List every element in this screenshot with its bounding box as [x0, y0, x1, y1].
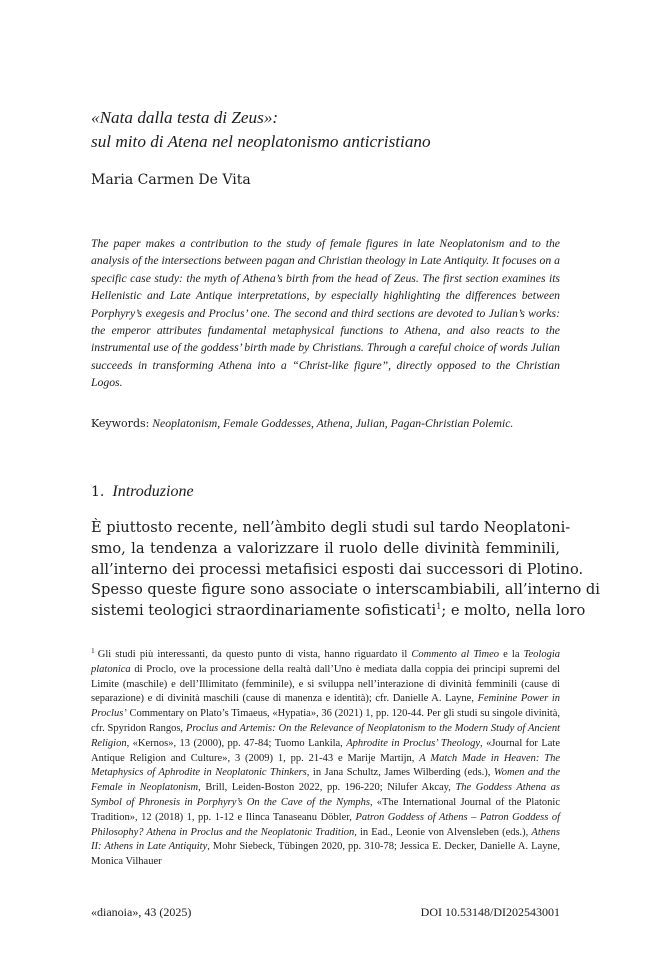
title-line-2: sul mito di Atena nel neoplatonismo anticristiano	[91, 132, 431, 151]
author-name: Maria Carmen De Vita	[91, 172, 251, 188]
body-line: Spesso queste figure sono associate o interscambiabili, all’interno di	[91, 581, 600, 599]
abstract: The paper makes a contribution to the study of female figures in late Neoplatonism and to the analysis of the intersections between pagan and Christian theology in Late Antiquity. It focuses on a specific case study: the myth of Athena’s birth from the head of Zeus. The first section examines its Hellenistic and Late Antique interpretations, by especially highlighting the differences between Porphyry’s exegesis and Proclus’ one. The second and third sections are devoted to Julian’s works: the emperor attributes fundamental metaphysical functions to Athena, and also reacts to the instrumental use of the goddess’ birth made by Christians. Through a careful choice of words Julian succeeds in transforming Athena into a “Christ-like figure”, directly opposed to the Christian Logos.	[91, 237, 560, 390]
footnote-reference[interactable]: 1	[436, 602, 442, 612]
footnote-mark: 1	[91, 645, 95, 655]
footnote-text-segment: , «Journal for Late Antique Religion and Culture», 3 (2009) 1, pp. 21-43 e Marije Martijn,	[91, 737, 560, 764]
body-line: È piuttosto recente, nell’àmbito degli studi sul tardo Neoplatoni-	[91, 519, 571, 536]
footnote-text-segment: , in Ead., Leonie von Alvensleben (eds.),	[354, 826, 532, 838]
section-number: 1.	[91, 484, 105, 500]
footer-doi: DOI 10.53148/DI202543001	[420, 905, 560, 919]
body-line-with-footnote	[91, 601, 586, 622]
footnote-title-segment: Aphrodite in Proclus’ Theology	[346, 737, 481, 749]
body-line: all’interno dei processi metafisici esposti dai successori di Plotino.	[91, 560, 584, 578]
footnote-text-segment: , Mohr Siebeck, Tübingen 2020, pp. 310-78; Jessica E. Decker, Danielle A. Layne, Monica Vilhauer	[91, 841, 560, 868]
footnote-title-segment: Teologia platonica	[91, 649, 560, 675]
footnote-text-segment: , «The International Journal of the Platonic Tradition», 12 (2018) 1, pp. 1-12 e Ilinca Tanaseanu Döbler,	[91, 796, 560, 823]
footnote-title-segment: Patron Goddess of Athens – Patron Goddess of Philosophy? Athena in Proclus and the Neoplatonic Tradition	[91, 811, 561, 838]
footnote-title-segment: Proclus and Artemis: On the Relevance of Neoplatonism to the Modern Study of Ancient Religion	[91, 722, 561, 749]
footnote-title-segment: The Goddess Athena as Symbol of Phronesis in Porphyry’s On the Cave of the Nymphs	[91, 782, 560, 808]
footnote-title-segment: Women and the Female in Neoplatonism	[91, 767, 560, 794]
keywords	[91, 415, 560, 433]
section-title: Introduzione	[112, 483, 194, 500]
footnote-title-segment: A Match Made in Heaven: The Metaphysics of Aphrodite in Neoplatonic Thinkers	[91, 752, 560, 779]
section-heading	[91, 483, 194, 501]
body-line-part: sistemi teologici straordinariamente sofisticati	[91, 602, 437, 620]
footnote-text-segment: , Brill, Leiden-Boston 2022, pp. 196-220; Nilufer Akcay,	[198, 782, 456, 794]
footnote-title-segment: Feminine Power in Proclus’	[91, 693, 560, 720]
keywords-text: Neoplatonism, Female Goddesses, Athena, Julian, Pagan-Christian Polemic.	[152, 417, 514, 430]
footnote-text	[91, 649, 560, 867]
footnote	[91, 645, 561, 870]
keywords-label: Keywords:	[91, 417, 150, 430]
footnote-text-segment: e la	[499, 649, 524, 660]
footnote-text-segment: di Proclo, ove la processione della realtà dall’Uno è mediata dalla coppia dei principi supremi del Limite (maschile) e dell’Illimitato (femminile), e si sviluppa nell’interazione di divinità femminili (cause di separazione) e di divinità maschili (cause di manenza e identità); cfr. Danielle A. Layne,	[91, 663, 560, 705]
article-title	[91, 106, 561, 154]
footnote-text-segment: Commentary on Plato’s Timaeus, «Hypatia», 36 (2021) 1, pp. 120-44. Per gli studi su singole divinità, cfr. Spyridon Rangos,	[91, 708, 560, 734]
footnote-title-segment: Commento al Timeo	[411, 649, 499, 660]
body-line: smo, la tendenza a valorizzare il ruolo delle divinità femminili,	[91, 539, 560, 557]
body-paragraph	[91, 518, 600, 622]
footnote-text-segment: , «Kernos», 13 (2000), pp. 47-84; Tuomo Lankila,	[126, 737, 347, 749]
body-line-part: ; e molto, nella loro	[441, 602, 586, 620]
title-line-1: «Nata dalla testa di Zeus»:	[91, 108, 279, 127]
footnote-text-segment: , in Jana Schultz, James Wilberding (eds.),	[306, 767, 494, 779]
footnote-text-segment: Gli studi più interessanti, da questo punto di vista, hanno riguardato il	[97, 649, 412, 660]
footnote-title-segment: Athens II: Athens in Late Antiquity	[91, 826, 560, 853]
footer-journal: «dianoia», 43 (2025)	[91, 905, 192, 919]
